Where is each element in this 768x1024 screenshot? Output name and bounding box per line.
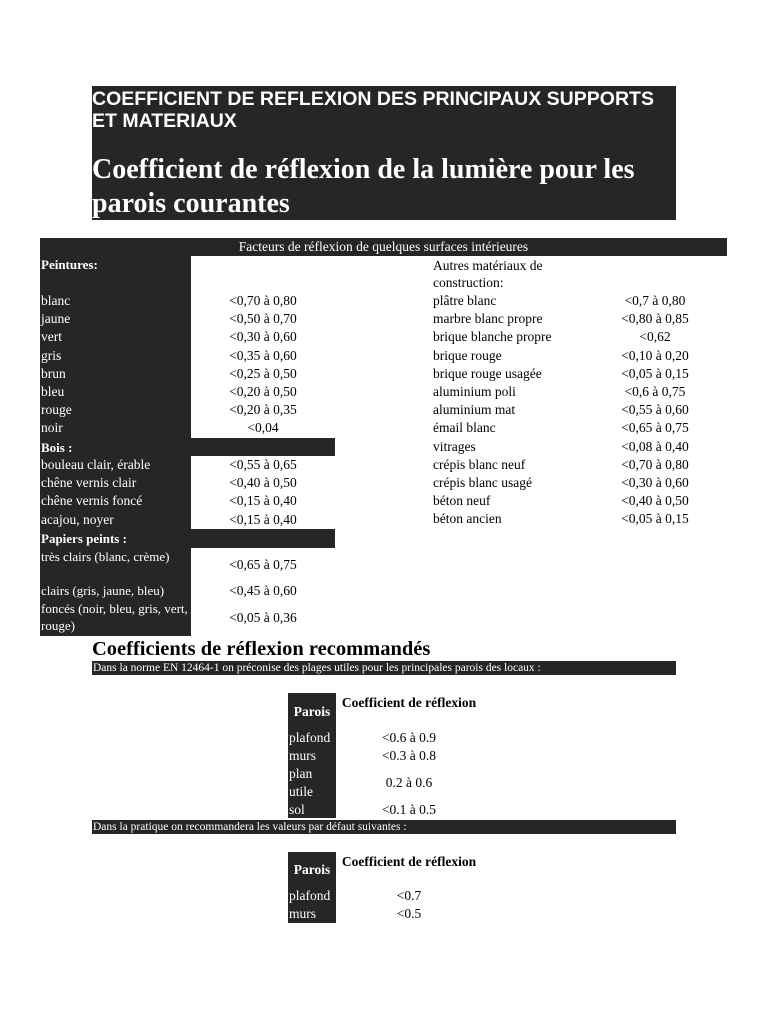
materiau-value: <0,65 à 0,75 (621, 420, 689, 436)
materiau-name: brique blanche propre (433, 329, 552, 345)
table-caption: Facteurs de réflexion de quelques surfaces intérieures (40, 238, 727, 256)
papier-name: clairs (gris, jaune, bleu) (41, 583, 165, 598)
table2-paroi: plafond (289, 730, 331, 745)
peinture-value: <0,50 à 0,70 (229, 311, 297, 327)
papier-value: <0,05 à 0,36 (229, 610, 297, 625)
materiau-value: <0,80 à 0,85 (621, 311, 689, 327)
papiers-label: Papiers peints : (41, 531, 127, 546)
peinture-name: brun (41, 365, 66, 381)
peinture-name: jaune (41, 311, 71, 327)
peinture-value: <0,04 (247, 420, 279, 436)
papier-value: <0,45 à 0,60 (229, 583, 297, 598)
materiau-name: vitrages (433, 438, 476, 454)
peinture-value: <0,30 à 0,60 (229, 329, 297, 345)
table2-paroi: murs (289, 748, 316, 763)
table3-col-coefficient: Coefficient de réflexion (341, 854, 477, 869)
peinture-name: rouge (41, 402, 72, 418)
bois-name: chêne vernis clair (41, 475, 137, 491)
peinture-value: <0,35 à 0,60 (229, 347, 297, 363)
materiau-name: brique rouge (433, 347, 502, 363)
materiau-name: plâtre blanc (433, 293, 497, 308)
section-heading: Coefficients de réflexion recommandés (92, 638, 431, 660)
materiau-name: brique rouge usagée (433, 365, 542, 381)
materiau-name: béton ancien (433, 511, 502, 527)
bois-name: acajou, noyer (41, 511, 114, 527)
table2-value: <0.1 à 0.5 (381, 802, 437, 817)
peinture-name: vert (41, 329, 62, 345)
table2-paroi: sol (289, 802, 305, 817)
table3-value: <0.5 (396, 906, 422, 921)
table3-value: <0.7 (396, 888, 422, 903)
materiau-name: émail blanc (433, 420, 496, 436)
peinture-value: <0,25 à 0,50 (229, 365, 297, 381)
peintures-label: Peintures: (41, 257, 98, 272)
table2-col-coefficient: Coefficient de réflexion (341, 695, 477, 710)
table2-value: <0.3 à 0.8 (381, 748, 437, 763)
bois-header-bar (191, 438, 335, 456)
papiers-header-bar (191, 529, 335, 548)
bois-value: <0,40 à 0,50 (229, 475, 297, 491)
peinture-name: gris (41, 347, 62, 363)
materiau-value: <0,7 à 0,80 (624, 293, 686, 308)
materiau-name: marbre blanc propre (433, 311, 543, 327)
materiau-name: aluminium mat (433, 402, 516, 418)
papier-value: <0,65 à 0,75 (229, 557, 297, 572)
table2-paroi: plan utile (289, 766, 313, 799)
peinture-name: blanc (41, 293, 71, 308)
table2-value: 0.2 à 0.6 (385, 775, 433, 790)
materiau-value: <0,05 à 0,15 (621, 511, 689, 527)
materiau-name: aluminium poli (433, 384, 516, 399)
bois-label: Bois : (41, 440, 73, 455)
papier-name: foncés (noir, bleu, gris, vert, rouge) (41, 601, 188, 633)
document-subtitle: Coefficient de réflexion de la lumière pour les parois courantes (92, 138, 676, 220)
table3-paroi: murs (289, 906, 316, 921)
table3-col-parois: Parois (293, 862, 331, 877)
autres-materiaux-label: Autres matériaux de construction: (433, 258, 543, 290)
bois-value: <0,55 à 0,65 (229, 457, 297, 472)
peinture-name: noir (41, 420, 63, 436)
bois-name: chêne vernis foncé (41, 493, 143, 509)
materiau-value: <0,08 à 0,40 (621, 438, 689, 454)
peinture-value: <0,20 à 0,35 (229, 402, 297, 418)
materiau-value: <0,30 à 0,60 (621, 475, 689, 490)
table2-value: <0.6 à 0.9 (381, 730, 437, 745)
materiau-name: crépis blanc neuf (433, 456, 526, 472)
materiau-name: crépis blanc usagé (433, 475, 532, 490)
materiau-name: béton neuf (433, 493, 491, 509)
bois-value: <0,15 à 0,40 (229, 493, 297, 509)
materiau-value: <0,10 à 0,20 (621, 347, 689, 363)
materiau-value: <0,40 à 0,50 (621, 493, 689, 509)
materiau-value: <0,55 à 0,60 (621, 402, 689, 418)
materiau-value: <0,6 à 0,75 (624, 384, 686, 399)
bois-value: <0,15 à 0,40 (229, 511, 297, 527)
pratique-note: Dans la pratique on recommandera les valeurs par défaut suivantes : (92, 820, 676, 834)
document-title: COEFFICIENT DE REFLEXION DES PRINCIPAUX SUPPORTS ET MATERIAUX (92, 86, 676, 138)
peinture-value: <0,70 à 0,80 (229, 293, 297, 308)
materiau-value: <0,05 à 0,15 (621, 365, 689, 381)
materiau-value: <0,62 (639, 329, 671, 345)
peinture-name: bleu (41, 384, 65, 399)
peinture-value: <0,20 à 0,50 (229, 384, 297, 399)
bois-name: bouleau clair, érable (41, 457, 151, 472)
table3-paroi: plafond (289, 888, 331, 903)
table2-col-parois: Parois (293, 704, 331, 719)
norme-note: Dans la norme EN 12464-1 on préconise des plages utiles pour les principales parois des locaux : (92, 661, 676, 675)
papier-name: très clairs (blanc, crème) (41, 549, 170, 564)
materiau-value: <0,70 à 0,80 (621, 456, 689, 472)
